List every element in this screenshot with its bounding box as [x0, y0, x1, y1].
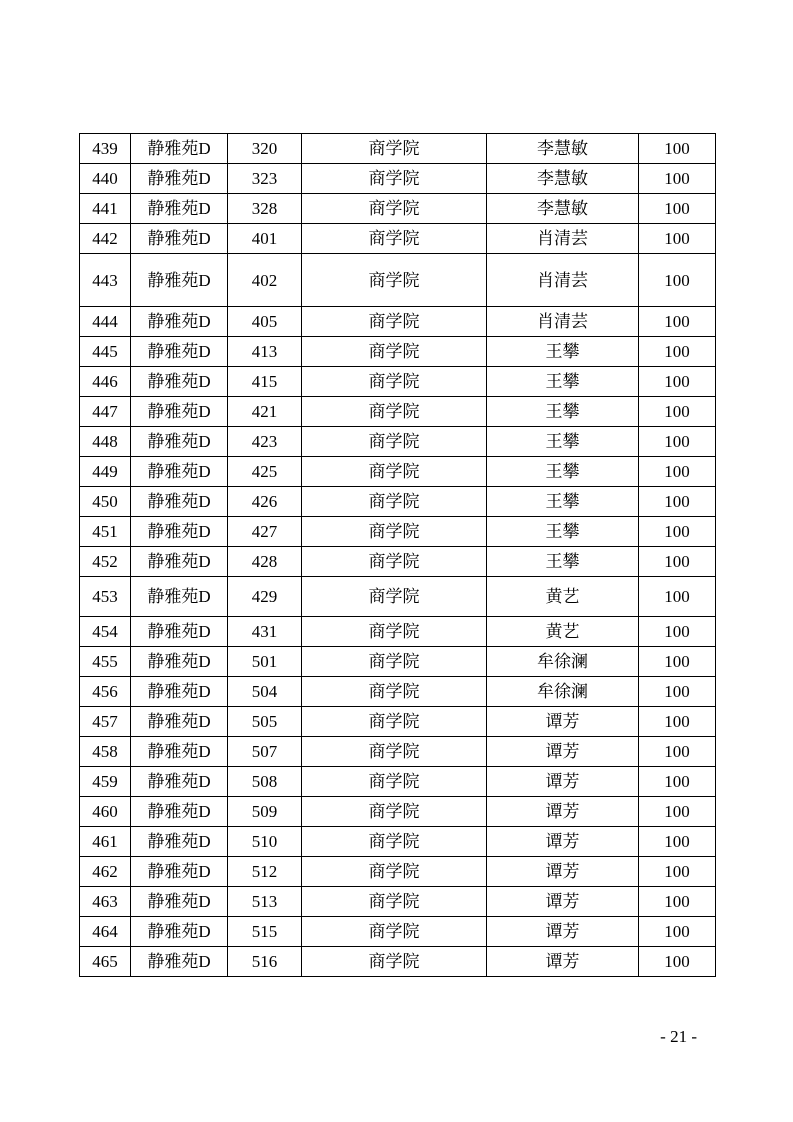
cell-score: 100 [639, 134, 716, 164]
cell-college: 商学院 [302, 397, 487, 427]
table-row [80, 647, 716, 677]
table-row [80, 307, 716, 337]
cell-college: 商学院 [302, 617, 487, 647]
cell-building: 静雅苑D [131, 194, 228, 224]
cell-name: 牟徐澜 [487, 677, 639, 707]
table-row [80, 164, 716, 194]
cell-college: 商学院 [302, 797, 487, 827]
cell-college: 商学院 [302, 737, 487, 767]
cell-college: 商学院 [302, 767, 487, 797]
cell-building: 静雅苑D [131, 367, 228, 397]
cell-no: 464 [80, 917, 131, 947]
cell-name: 谭芳 [487, 797, 639, 827]
table-row [80, 397, 716, 427]
cell-college: 商学院 [302, 887, 487, 917]
cell-score: 100 [639, 337, 716, 367]
cell-score: 100 [639, 517, 716, 547]
cell-college: 商学院 [302, 857, 487, 887]
cell-no: 442 [80, 224, 131, 254]
cell-no: 460 [80, 797, 131, 827]
cell-room: 431 [228, 617, 302, 647]
cell-college: 商学院 [302, 707, 487, 737]
cell-name: 谭芳 [487, 887, 639, 917]
cell-score: 100 [639, 797, 716, 827]
table-row [80, 797, 716, 827]
cell-score: 100 [639, 427, 716, 457]
cell-college: 商学院 [302, 224, 487, 254]
cell-no: 463 [80, 887, 131, 917]
cell-room: 405 [228, 307, 302, 337]
cell-no: 459 [80, 767, 131, 797]
table-row [80, 224, 716, 254]
cell-college: 商学院 [302, 487, 487, 517]
cell-room: 402 [228, 254, 302, 307]
cell-name: 李慧敏 [487, 164, 639, 194]
cell-no: 450 [80, 487, 131, 517]
table-row [80, 367, 716, 397]
table-row [80, 767, 716, 797]
cell-room: 429 [228, 577, 302, 617]
cell-building: 静雅苑D [131, 517, 228, 547]
cell-room: 513 [228, 887, 302, 917]
cell-college: 商学院 [302, 254, 487, 307]
cell-room: 328 [228, 194, 302, 224]
table-body [80, 134, 716, 977]
cell-no: 455 [80, 647, 131, 677]
cell-room: 415 [228, 367, 302, 397]
cell-college: 商学院 [302, 457, 487, 487]
cell-no: 453 [80, 577, 131, 617]
cell-college: 商学院 [302, 194, 487, 224]
cell-name: 王攀 [487, 337, 639, 367]
cell-score: 100 [639, 254, 716, 307]
cell-no: 457 [80, 707, 131, 737]
cell-room: 320 [228, 134, 302, 164]
cell-room: 426 [228, 487, 302, 517]
cell-building: 静雅苑D [131, 647, 228, 677]
table-row [80, 194, 716, 224]
cell-score: 100 [639, 457, 716, 487]
table-row [80, 917, 716, 947]
table-row [80, 737, 716, 767]
cell-college: 商学院 [302, 547, 487, 577]
cell-name: 牟徐澜 [487, 647, 639, 677]
cell-building: 静雅苑D [131, 917, 228, 947]
cell-name: 谭芳 [487, 917, 639, 947]
cell-college: 商学院 [302, 164, 487, 194]
cell-room: 509 [228, 797, 302, 827]
table-row [80, 577, 716, 617]
cell-building: 静雅苑D [131, 487, 228, 517]
table-row [80, 517, 716, 547]
cell-no: 444 [80, 307, 131, 337]
cell-score: 100 [639, 224, 716, 254]
table-row [80, 947, 716, 977]
cell-score: 100 [639, 617, 716, 647]
cell-building: 静雅苑D [131, 427, 228, 457]
cell-name: 王攀 [487, 517, 639, 547]
cell-no: 461 [80, 827, 131, 857]
table-row [80, 617, 716, 647]
cell-college: 商学院 [302, 337, 487, 367]
cell-name: 王攀 [487, 487, 639, 517]
cell-no: 439 [80, 134, 131, 164]
cell-college: 商学院 [302, 134, 487, 164]
table-row [80, 337, 716, 367]
cell-college: 商学院 [302, 827, 487, 857]
cell-score: 100 [639, 887, 716, 917]
table-row [80, 427, 716, 457]
cell-room: 508 [228, 767, 302, 797]
cell-name: 谭芳 [487, 947, 639, 977]
cell-score: 100 [639, 767, 716, 797]
cell-room: 512 [228, 857, 302, 887]
cell-name: 谭芳 [487, 767, 639, 797]
cell-no: 454 [80, 617, 131, 647]
cell-building: 静雅苑D [131, 737, 228, 767]
cell-building: 静雅苑D [131, 337, 228, 367]
cell-name: 王攀 [487, 547, 639, 577]
cell-score: 100 [639, 827, 716, 857]
page-number: - 21 - [660, 1027, 697, 1046]
cell-score: 100 [639, 707, 716, 737]
cell-name: 谭芳 [487, 827, 639, 857]
cell-college: 商学院 [302, 677, 487, 707]
cell-room: 504 [228, 677, 302, 707]
cell-building: 静雅苑D [131, 797, 228, 827]
cell-name: 李慧敏 [487, 194, 639, 224]
cell-name: 肖清芸 [487, 307, 639, 337]
cell-score: 100 [639, 857, 716, 887]
table-row [80, 827, 716, 857]
cell-name: 王攀 [487, 427, 639, 457]
table-row [80, 707, 716, 737]
cell-name: 肖清芸 [487, 254, 639, 307]
cell-building: 静雅苑D [131, 254, 228, 307]
table-row [80, 547, 716, 577]
cell-no: 446 [80, 367, 131, 397]
cell-no: 440 [80, 164, 131, 194]
cell-score: 100 [639, 647, 716, 677]
cell-score: 100 [639, 677, 716, 707]
table-row [80, 677, 716, 707]
table-row [80, 254, 716, 307]
cell-score: 100 [639, 367, 716, 397]
cell-score: 100 [639, 397, 716, 427]
cell-score: 100 [639, 307, 716, 337]
cell-no: 441 [80, 194, 131, 224]
cell-building: 静雅苑D [131, 164, 228, 194]
cell-score: 100 [639, 194, 716, 224]
cell-college: 商学院 [302, 367, 487, 397]
cell-score: 100 [639, 917, 716, 947]
cell-score: 100 [639, 164, 716, 194]
cell-building: 静雅苑D [131, 767, 228, 797]
cell-no: 445 [80, 337, 131, 367]
cell-name: 黄艺 [487, 577, 639, 617]
cell-score: 100 [639, 547, 716, 577]
cell-building: 静雅苑D [131, 397, 228, 427]
cell-room: 428 [228, 547, 302, 577]
cell-college: 商学院 [302, 427, 487, 457]
cell-name: 谭芳 [487, 857, 639, 887]
cell-room: 423 [228, 427, 302, 457]
dormitory-score-table [79, 133, 716, 977]
cell-building: 静雅苑D [131, 857, 228, 887]
cell-building: 静雅苑D [131, 617, 228, 647]
cell-name: 李慧敏 [487, 134, 639, 164]
cell-no: 458 [80, 737, 131, 767]
table-row [80, 887, 716, 917]
cell-score: 100 [639, 947, 716, 977]
cell-room: 510 [228, 827, 302, 857]
cell-room: 501 [228, 647, 302, 677]
cell-college: 商学院 [302, 947, 487, 977]
table-row [80, 134, 716, 164]
cell-no: 462 [80, 857, 131, 887]
cell-score: 100 [639, 487, 716, 517]
cell-no: 447 [80, 397, 131, 427]
cell-room: 413 [228, 337, 302, 367]
cell-name: 黄艺 [487, 617, 639, 647]
cell-college: 商学院 [302, 577, 487, 617]
cell-building: 静雅苑D [131, 457, 228, 487]
cell-room: 427 [228, 517, 302, 547]
cell-college: 商学院 [302, 307, 487, 337]
cell-building: 静雅苑D [131, 707, 228, 737]
cell-room: 515 [228, 917, 302, 947]
cell-no: 449 [80, 457, 131, 487]
cell-room: 421 [228, 397, 302, 427]
cell-name: 王攀 [487, 397, 639, 427]
cell-room: 425 [228, 457, 302, 487]
cell-no: 456 [80, 677, 131, 707]
cell-name: 谭芳 [487, 707, 639, 737]
cell-building: 静雅苑D [131, 547, 228, 577]
cell-name: 肖清芸 [487, 224, 639, 254]
cell-name: 王攀 [487, 457, 639, 487]
cell-score: 100 [639, 737, 716, 767]
cell-no: 452 [80, 547, 131, 577]
cell-room: 516 [228, 947, 302, 977]
cell-score: 100 [639, 577, 716, 617]
cell-college: 商学院 [302, 647, 487, 677]
cell-building: 静雅苑D [131, 134, 228, 164]
table-row [80, 857, 716, 887]
cell-no: 443 [80, 254, 131, 307]
cell-building: 静雅苑D [131, 887, 228, 917]
cell-college: 商学院 [302, 917, 487, 947]
cell-building: 静雅苑D [131, 677, 228, 707]
cell-no: 448 [80, 427, 131, 457]
cell-room: 401 [228, 224, 302, 254]
cell-building: 静雅苑D [131, 827, 228, 857]
cell-name: 谭芳 [487, 737, 639, 767]
cell-college: 商学院 [302, 517, 487, 547]
table-row [80, 487, 716, 517]
cell-room: 505 [228, 707, 302, 737]
table-row [80, 457, 716, 487]
cell-building: 静雅苑D [131, 307, 228, 337]
cell-building: 静雅苑D [131, 577, 228, 617]
cell-room: 507 [228, 737, 302, 767]
cell-no: 465 [80, 947, 131, 977]
cell-name: 王攀 [487, 367, 639, 397]
cell-no: 451 [80, 517, 131, 547]
cell-building: 静雅苑D [131, 947, 228, 977]
cell-room: 323 [228, 164, 302, 194]
cell-building: 静雅苑D [131, 224, 228, 254]
